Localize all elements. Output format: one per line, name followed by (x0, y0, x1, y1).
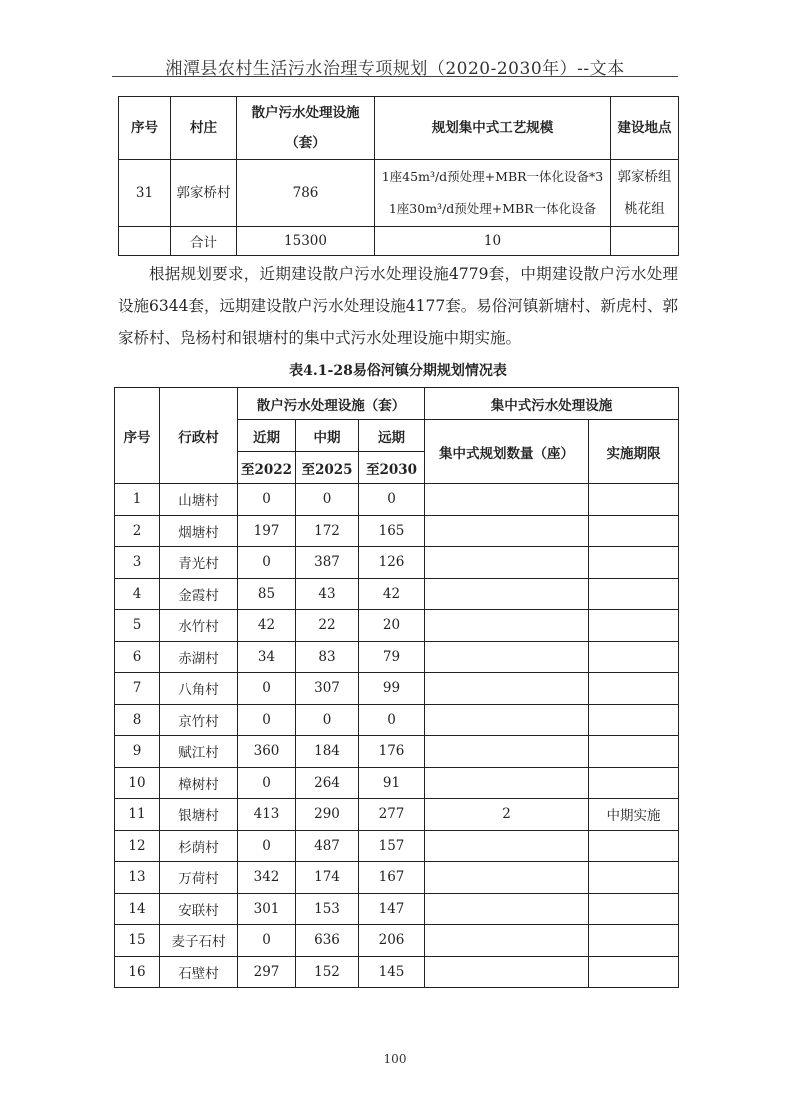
cell-mid: 0 (296, 704, 359, 736)
cell-village: 赤湖村 (160, 641, 238, 673)
cell-village: 安联村 (160, 893, 238, 925)
cell-count (425, 956, 589, 988)
table-row (115, 956, 679, 988)
cell-no: 3 (115, 547, 160, 579)
cell-period: 中期实施 (589, 799, 679, 831)
header-near: 近期 (238, 420, 296, 452)
cell-count (425, 736, 589, 768)
cell-scale (375, 160, 611, 227)
cell-period (589, 925, 679, 957)
table-row (115, 830, 679, 862)
cell-no: 13 (115, 862, 160, 894)
table-row (115, 767, 679, 799)
cell-no (119, 227, 171, 256)
cell-count (425, 893, 589, 925)
header-far: 远期 (359, 420, 425, 452)
cell-near: 85 (238, 578, 296, 610)
cell-no: 8 (115, 704, 160, 736)
cell-no: 16 (115, 956, 160, 988)
scale-line: 1座45m³/d预处理+MBR一体化设备*3 (381, 169, 604, 184)
body-paragraph: 根据规划要求，近期建设散户污水处理设施4779套，中期建设散户污水处理设施6344套，远期建设散户污水处理设施4177套。易俗河镇新塘村、新虎村、郭家桥村、凫杨村和银塘村的集中式污水处理设施中期实施。 (118, 265, 678, 347)
cell-no: 6 (115, 641, 160, 673)
cell-village: 郭家桥村 (171, 160, 237, 227)
cell-village: 山塘村 (160, 484, 238, 516)
cell-period (589, 704, 679, 736)
cell-count: 2 (425, 799, 589, 831)
cell-far: 165 (359, 515, 425, 547)
cell-period (589, 893, 679, 925)
cell-far: 277 (359, 799, 425, 831)
table-row (115, 610, 679, 642)
table-row (119, 160, 679, 227)
header-dispersed-units: 散户污水处理设施（套） (237, 97, 375, 160)
location-line: 桃花组 (624, 201, 665, 217)
phased-plan-table (114, 387, 679, 988)
header-no: 序号 (119, 97, 171, 160)
table-row (115, 925, 679, 957)
cell-mid: 22 (296, 610, 359, 642)
cell-near: 0 (238, 830, 296, 862)
cell-no: 7 (115, 673, 160, 705)
cell-village: 水竹村 (160, 610, 238, 642)
table-row (115, 893, 679, 925)
cell-mid: 487 (296, 830, 359, 862)
cell-near: 297 (238, 956, 296, 988)
header-central-scale: 规划集中式工艺规模 (375, 97, 611, 160)
table-row (115, 673, 679, 705)
header-village: 行政村 (160, 388, 238, 484)
cell-period (589, 610, 679, 642)
header-no: 序号 (115, 388, 160, 484)
cell-count (425, 767, 589, 799)
cell-near: 0 (238, 484, 296, 516)
cell-count (425, 547, 589, 579)
total-row (119, 227, 679, 256)
cell-period (589, 830, 679, 862)
header-near-year: 至2022 (238, 452, 296, 484)
cell-near: 0 (238, 704, 296, 736)
cell-count (425, 515, 589, 547)
cell-location (611, 160, 679, 227)
cell-no: 31 (119, 160, 171, 227)
table-body (115, 484, 679, 988)
cell-mid: 152 (296, 956, 359, 988)
header-village: 村庄 (171, 97, 237, 160)
table-row (115, 547, 679, 579)
cell-village: 樟树村 (160, 767, 238, 799)
cell-period (589, 736, 679, 768)
scale-line: 1座30m³/d预处理+MBR一体化设备 (388, 201, 597, 216)
cell-near: 342 (238, 862, 296, 894)
cell-far: 0 (359, 704, 425, 736)
header-divider (112, 76, 678, 77)
cell-units: 786 (237, 160, 375, 227)
header-mid-year: 至2025 (296, 452, 359, 484)
cell-mid: 43 (296, 578, 359, 610)
table-header-row (115, 388, 679, 420)
header-central-group: 集中式污水处理设施 (425, 388, 679, 420)
cell-far: 167 (359, 862, 425, 894)
table-row (115, 484, 679, 516)
header-location: 建设地点 (611, 97, 679, 160)
cell-near: 413 (238, 799, 296, 831)
cell-near: 34 (238, 641, 296, 673)
cell-period (589, 641, 679, 673)
table-row (115, 704, 679, 736)
document-header-title: 湘潭县农村生活污水治理专项规划（2020-2030年）--文本 (165, 59, 625, 79)
continued-facility-table (118, 96, 679, 256)
header-mid: 中期 (296, 420, 359, 452)
cell-no: 1 (115, 484, 160, 516)
cell-village: 麦子石村 (160, 925, 238, 957)
cell-near: 197 (238, 515, 296, 547)
cell-no: 14 (115, 893, 160, 925)
cell-near: 301 (238, 893, 296, 925)
cell-far: 157 (359, 830, 425, 862)
cell-far: 126 (359, 547, 425, 579)
cell-period (589, 484, 679, 516)
cell-no: 5 (115, 610, 160, 642)
cell-count (425, 484, 589, 516)
cell-far: 0 (359, 484, 425, 516)
cell-mid: 0 (296, 484, 359, 516)
header-dispersed-group: 散户污水处理设施（套） (238, 388, 425, 420)
cell-no: 11 (115, 799, 160, 831)
cell-mid: 174 (296, 862, 359, 894)
cell-mid: 307 (296, 673, 359, 705)
cell-village: 杉荫村 (160, 830, 238, 862)
cell-mid: 264 (296, 767, 359, 799)
table-row (115, 736, 679, 768)
cell-far: 20 (359, 610, 425, 642)
cell-no: 9 (115, 736, 160, 768)
cell-village: 八角村 (160, 673, 238, 705)
cell-count (425, 925, 589, 957)
cell-count (425, 578, 589, 610)
cell-period (589, 578, 679, 610)
cell-period (589, 515, 679, 547)
table-row (115, 862, 679, 894)
cell-count (425, 673, 589, 705)
cell-no: 15 (115, 925, 160, 957)
cell-period (589, 673, 679, 705)
cell-count (425, 704, 589, 736)
cell-near: 42 (238, 610, 296, 642)
cell-mid: 83 (296, 641, 359, 673)
table-caption: 表4.1-28易俗河镇分期规划情况表 (289, 363, 507, 379)
table-row (115, 799, 679, 831)
cell-far: 42 (359, 578, 425, 610)
total-units: 15300 (237, 227, 375, 256)
cell-far: 99 (359, 673, 425, 705)
cell-village: 京竹村 (160, 704, 238, 736)
table-header-row (119, 97, 679, 160)
location-line: 郭家桥组 (617, 169, 672, 185)
cell-village: 烟塘村 (160, 515, 238, 547)
cell-count (425, 610, 589, 642)
cell-no: 10 (115, 767, 160, 799)
cell-count (425, 830, 589, 862)
cell-mid: 290 (296, 799, 359, 831)
cell-village: 金霞村 (160, 578, 238, 610)
cell-no: 4 (115, 578, 160, 610)
cell-near: 360 (238, 736, 296, 768)
cell-period (589, 547, 679, 579)
table-row (115, 641, 679, 673)
cell-village: 银塘村 (160, 799, 238, 831)
total-label: 合计 (171, 227, 237, 256)
total-location (611, 227, 679, 256)
table-row (115, 515, 679, 547)
cell-mid: 387 (296, 547, 359, 579)
cell-mid: 184 (296, 736, 359, 768)
cell-mid: 172 (296, 515, 359, 547)
table-row (115, 578, 679, 610)
cell-count (425, 641, 589, 673)
cell-far: 206 (359, 925, 425, 957)
cell-village: 青光村 (160, 547, 238, 579)
cell-far: 145 (359, 956, 425, 988)
header-period: 实施期限 (589, 420, 679, 484)
page-number: 100 (383, 1052, 407, 1066)
cell-near: 0 (238, 767, 296, 799)
cell-village: 万荷村 (160, 862, 238, 894)
header-central-count: 集中式规划数量（座） (425, 420, 589, 484)
cell-period (589, 767, 679, 799)
cell-far: 91 (359, 767, 425, 799)
cell-near: 0 (238, 925, 296, 957)
cell-near: 0 (238, 547, 296, 579)
header-far-year: 至2030 (359, 452, 425, 484)
cell-near: 0 (238, 673, 296, 705)
cell-period (589, 862, 679, 894)
cell-period (589, 956, 679, 988)
cell-mid: 636 (296, 925, 359, 957)
cell-no: 12 (115, 830, 160, 862)
cell-far: 79 (359, 641, 425, 673)
cell-count (425, 862, 589, 894)
total-scale: 10 (375, 227, 611, 256)
cell-far: 176 (359, 736, 425, 768)
cell-no: 2 (115, 515, 160, 547)
cell-mid: 153 (296, 893, 359, 925)
cell-far: 147 (359, 893, 425, 925)
cell-village: 石壁村 (160, 956, 238, 988)
cell-village: 赋江村 (160, 736, 238, 768)
